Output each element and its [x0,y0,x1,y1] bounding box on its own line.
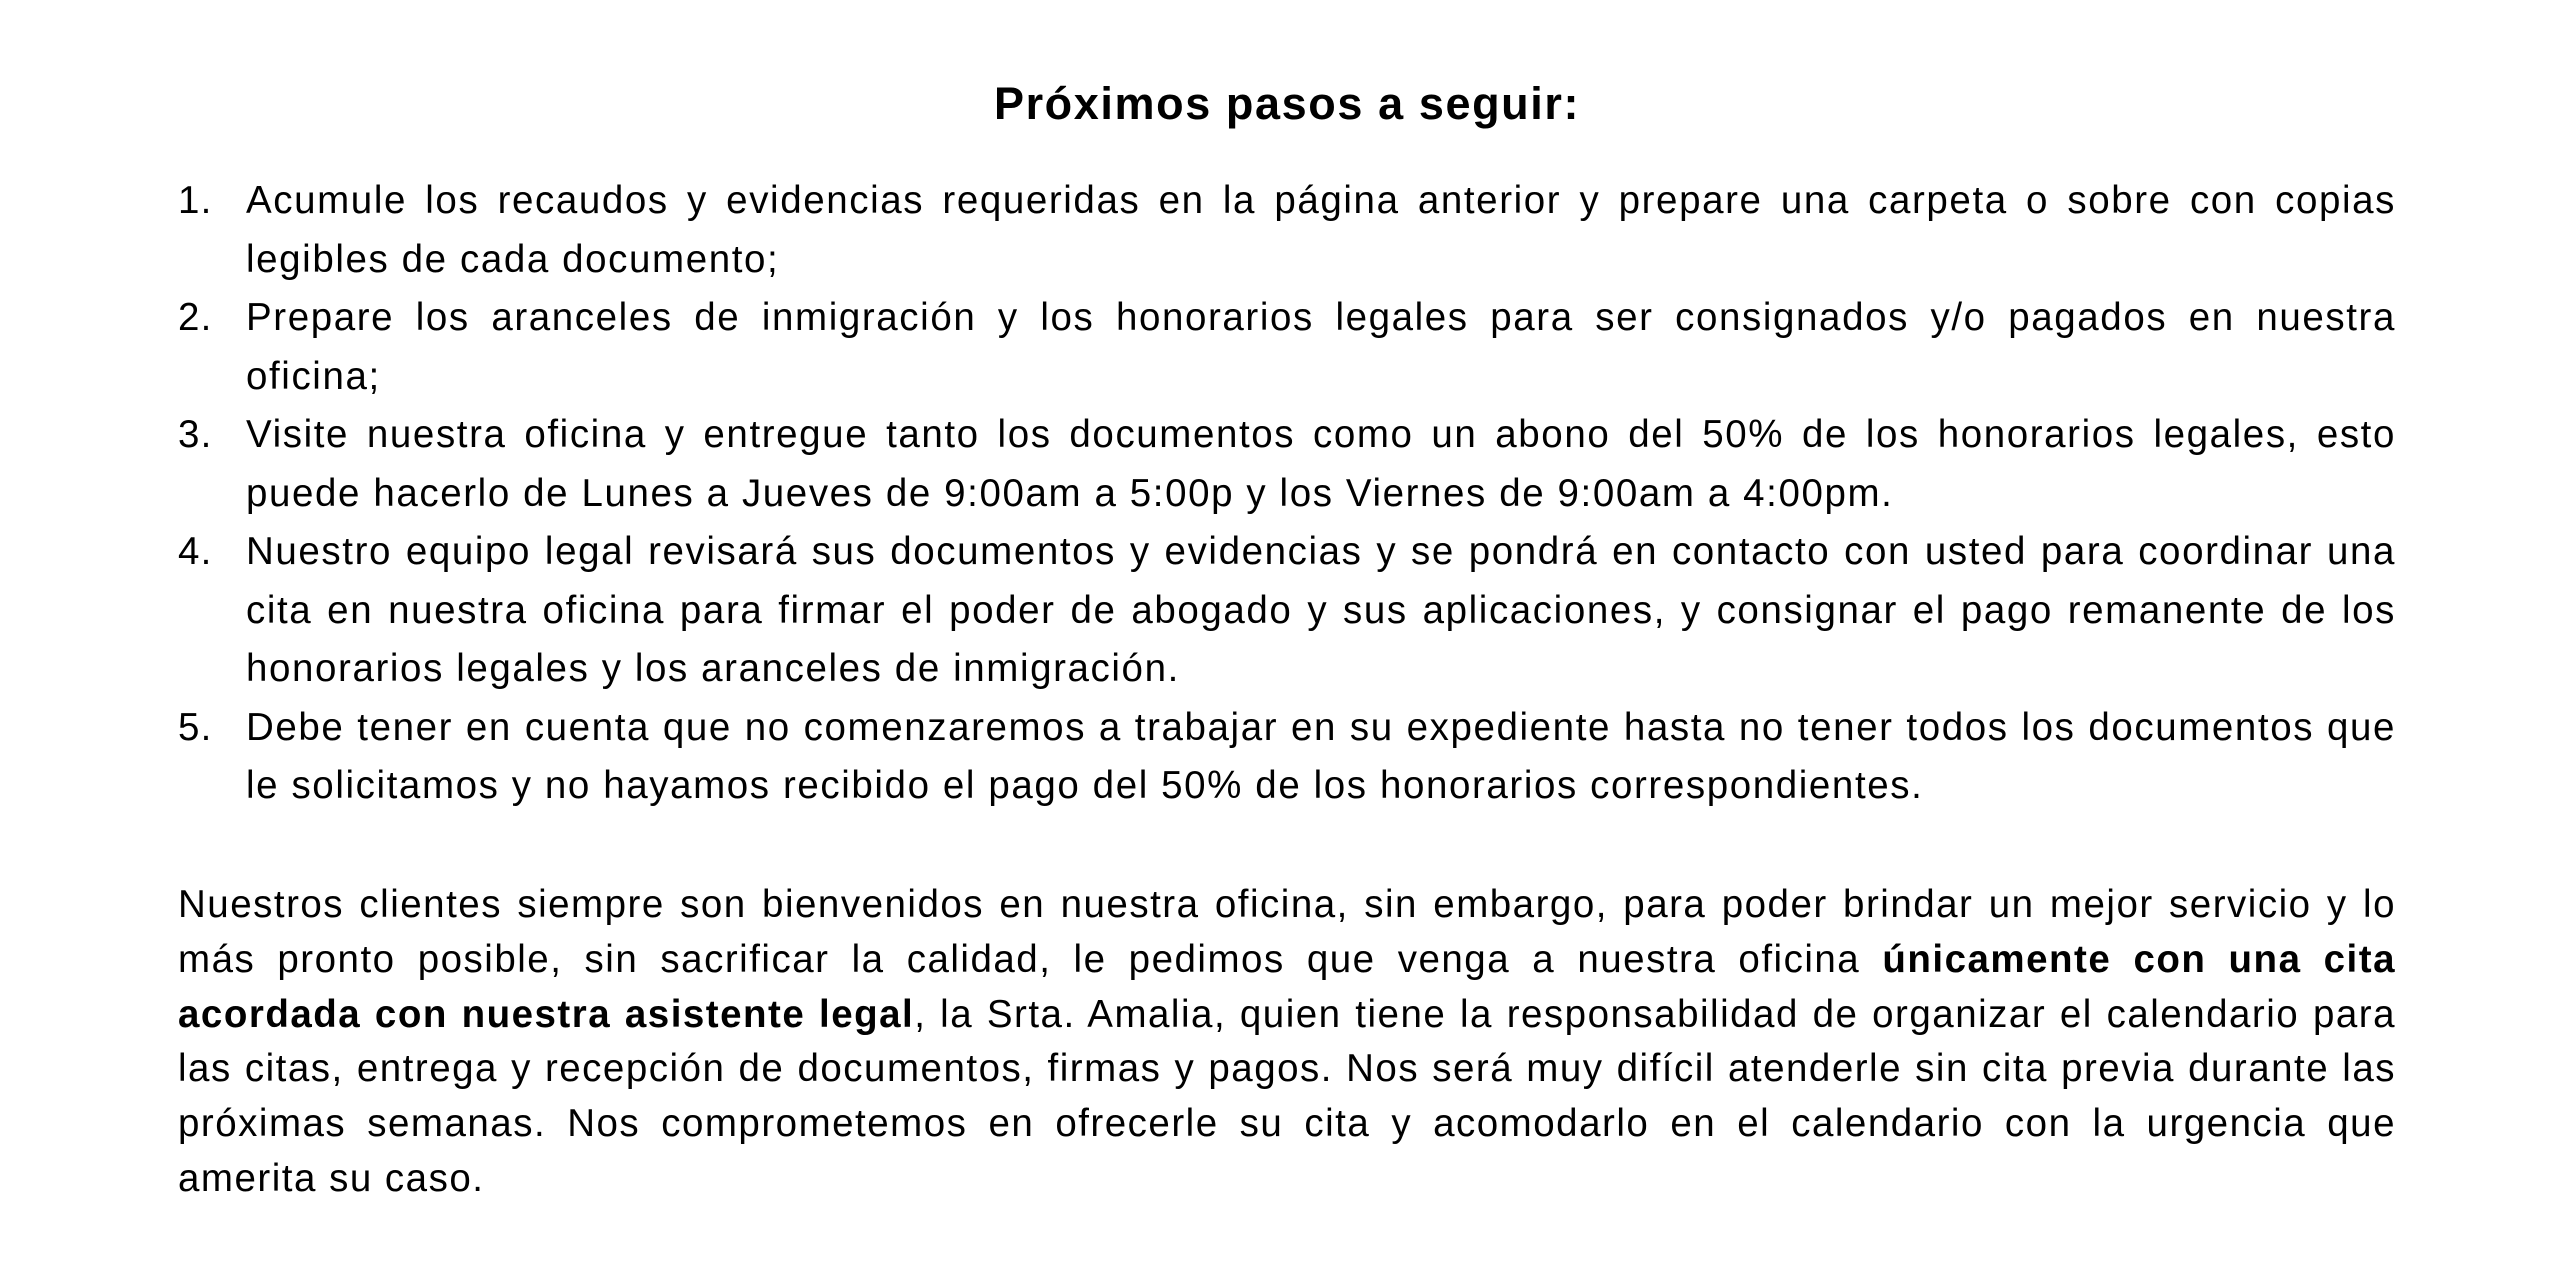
appointment-notice-paragraph [178,878,2396,1207]
list-item-text: Acumule los recaudos y evidencias requeridas en la página anterior y prepare una carpeta o sobre con copias legibles de cada documento; [246,179,2396,281]
list-item-number: 1. [178,179,213,222]
list-item-text: Visite nuestra oficina y entregue tanto los documentos como un abono del 50% de los honorarios legales, esto puede hacerlo de Lunes a Jueves de 9:00am a 5:00p y los Viernes de 9:00am a 4:00pm. [246,413,2396,515]
list-item-number: 4. [178,530,213,573]
list-item-text: Prepare los aranceles de inmigración y los honorarios legales para ser consignados y/o pagados en nuestra oficina; [246,296,2396,398]
list-item [178,172,2396,289]
list-item-text: Nuestro equipo legal revisará sus documentos y evidencias y se pondrá en contacto con usted para coordinar una cita en nuestra oficina para firmar el poder de abogado y sus aplicaciones, y consignar el pago remanente de los honorarios legales y los aranceles de inmigración. [246,530,2396,690]
steps-list [178,172,2396,816]
list-item-number: 3. [178,413,213,456]
paragraph-emphasis-text: únicamente con una cita acordada con nuestra asistente legal [178,937,2396,1036]
list-item [178,699,2396,816]
list-item [178,289,2396,406]
list-item-number: 5. [178,705,213,749]
list-item-number: 2. [178,296,213,339]
list-item [178,406,2396,523]
paragraph-rest-text: , la Srta. Amalia, quien tiene la responsabilidad de organizar el calendario para las citas, entrega y recepción de documentos, firmas y pagos. Nos será muy difícil atenderle sin cita previa durante las próximas semanas. Nos comprometemos en ofrecerle su cita y acomodarlo en el calendario con la urgencia que amerita su caso. [178,992,2396,1200]
paragraph-intro-text: Nuestros clientes siempre son bienvenidos en nuestra oficina, sin embargo, para poder brindar un mejor servicio y lo más pronto posible, sin sacrificar la calidad, le pedimos que venga a nuestra oficina [178,883,2396,981]
list-item [178,523,2396,699]
list-item-text: Debe tener en cuenta que no comenzaremos a trabajar en su expediente hasta no tener todos los documentos que le solicitamos y no hayamos recibido el pago del 50% de los honorarios correspondientes. [246,705,2396,807]
page-title: Próximos pasos a seguir: [993,78,1581,129]
